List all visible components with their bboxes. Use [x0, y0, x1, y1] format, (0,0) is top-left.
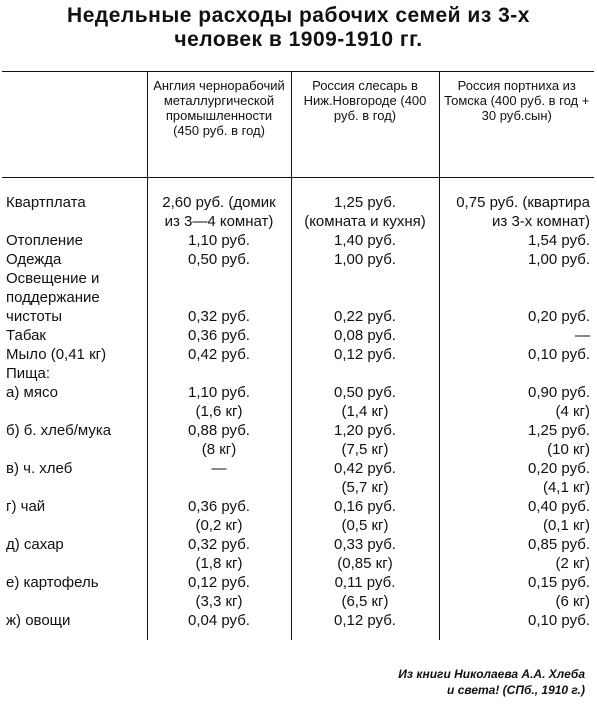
value-england: 0,50 руб.	[147, 250, 291, 269]
value-england: (0,2 кг)	[147, 516, 291, 535]
value-england: 2,60 руб. (домик	[147, 178, 291, 213]
value-nizhny-novgorod	[291, 364, 439, 383]
value-nizhny-novgorod: 0,22 руб.	[291, 307, 439, 326]
value-nizhny-novgorod: (5,7 кг)	[291, 478, 439, 497]
source-line-2: и света! (СПб., 1910 г.)	[447, 683, 585, 697]
page-title	[0, 4, 597, 52]
row-label: е) картофель	[6, 574, 99, 591]
row-label	[2, 516, 147, 535]
value-england: 0,32 руб.	[147, 535, 291, 554]
row-label: поддержание	[6, 289, 100, 306]
value-england: 1,10 руб.	[147, 383, 291, 402]
value-tomsk: 0,15 руб.	[439, 573, 594, 592]
header-cell-label	[2, 72, 147, 178]
value-nizhny-novgorod: 0,12 руб.	[291, 345, 439, 364]
row-label	[2, 440, 147, 459]
value-nizhny-novgorod: 1,20 руб.	[291, 421, 439, 440]
value-nizhny-novgorod: 0,11 руб.	[291, 573, 439, 592]
table-row	[2, 364, 594, 383]
expenses-table	[2, 71, 594, 640]
table-body	[2, 178, 594, 641]
value-england: 0,04 руб.	[147, 611, 291, 640]
row-label	[2, 478, 147, 497]
source-citation	[398, 666, 585, 698]
table-row	[2, 535, 594, 554]
table-row	[2, 421, 594, 440]
value-tomsk: (0,1 кг)	[439, 516, 594, 535]
value-nizhny-novgorod: (1,4 кг)	[291, 402, 439, 421]
table-row	[2, 459, 594, 478]
table-row	[2, 326, 594, 345]
table-row	[2, 383, 594, 402]
table-row	[2, 573, 594, 592]
value-tomsk	[439, 288, 594, 307]
row-label: г) чай	[6, 498, 46, 515]
value-england	[147, 269, 291, 288]
table-row	[2, 212, 594, 231]
value-tomsk: 0,20 руб.	[439, 459, 594, 478]
value-england: 0,12 руб.	[147, 573, 291, 592]
value-nizhny-novgorod: (0,5 кг)	[291, 516, 439, 535]
table-row	[2, 497, 594, 516]
source-line-1: Из книги Николаева А.А. Хлеба	[398, 667, 585, 681]
table-row	[2, 440, 594, 459]
value-tomsk: 1,54 руб.	[439, 231, 594, 250]
value-nizhny-novgorod: (6,5 кг)	[291, 592, 439, 611]
value-nizhny-novgorod: 0,42 руб.	[291, 459, 439, 478]
value-nizhny-novgorod: 0,50 руб.	[291, 383, 439, 402]
table-row	[2, 178, 594, 213]
value-tomsk: 0,10 руб.	[439, 345, 594, 364]
value-tomsk: (10 кг)	[439, 440, 594, 459]
value-nizhny-novgorod: (7,5 кг)	[291, 440, 439, 459]
header-row	[2, 72, 594, 178]
value-england: 0,32 руб.	[147, 307, 291, 326]
row-label: Одежда	[6, 251, 62, 268]
value-england: 0,88 руб.	[147, 421, 291, 440]
title-line-1: Недельные расходы рабочих семей из 3-х	[67, 4, 530, 27]
table-row	[2, 402, 594, 421]
value-england: 0,36 руб.	[147, 497, 291, 516]
table-row	[2, 250, 594, 269]
value-nizhny-novgorod: (0,85 кг)	[291, 554, 439, 573]
value-nizhny-novgorod	[291, 269, 439, 288]
row-label: Отопление	[6, 232, 83, 249]
value-tomsk: из 3-х комнат)	[439, 212, 594, 231]
value-nizhny-novgorod: 1,25 руб.	[291, 178, 439, 213]
row-label	[2, 554, 147, 573]
value-tomsk: —	[439, 326, 594, 345]
value-england: из 3—4 комнат)	[147, 212, 291, 231]
value-tomsk	[439, 269, 594, 288]
table-row	[2, 345, 594, 364]
value-england: 0,42 руб.	[147, 345, 291, 364]
value-england	[147, 288, 291, 307]
header-cell-nizhny-novgorod: Россия слесарь в Ниж.Новгороде (400 руб. в год)	[291, 72, 439, 178]
row-label: Освещение и	[6, 270, 100, 287]
value-england: —	[147, 459, 291, 478]
value-nizhny-novgorod: (комната и кухня)	[291, 212, 439, 231]
value-tomsk: 0,40 руб.	[439, 497, 594, 516]
table-row	[2, 592, 594, 611]
title-line-2: человек в 1909-1910 гг.	[174, 28, 423, 51]
value-england	[147, 364, 291, 383]
value-tomsk: (6 кг)	[439, 592, 594, 611]
value-nizhny-novgorod	[291, 288, 439, 307]
value-tomsk: 1,00 руб.	[439, 250, 594, 269]
table-row	[2, 611, 594, 640]
table-row	[2, 288, 594, 307]
value-nizhny-novgorod: 0,12 руб.	[291, 611, 439, 640]
header-cell-england: Англия чернорабочий металлургической промышленности (450 руб. в год)	[147, 72, 291, 178]
value-tomsk: 0,75 руб. (квартира	[439, 178, 594, 213]
value-england: (3,3 кг)	[147, 592, 291, 611]
row-label: б) б. хлеб/мука	[6, 422, 112, 439]
value-tomsk: (4,1 кг)	[439, 478, 594, 497]
row-label	[2, 402, 147, 421]
value-nizhny-novgorod: 0,33 руб.	[291, 535, 439, 554]
value-tomsk: (2 кг)	[439, 554, 594, 573]
table-row	[2, 307, 594, 326]
table-row	[2, 269, 594, 288]
value-nizhny-novgorod: 0,08 руб.	[291, 326, 439, 345]
row-label: Мыло (0,41 кг)	[6, 346, 107, 363]
value-england: (8 кг)	[147, 440, 291, 459]
table-row	[2, 231, 594, 250]
row-label: в) ч. хлеб	[6, 460, 73, 477]
table-row	[2, 516, 594, 535]
value-england: (1,8 кг)	[147, 554, 291, 573]
value-england: 0,36 руб.	[147, 326, 291, 345]
value-tomsk: 1,25 руб.	[439, 421, 594, 440]
table-row	[2, 554, 594, 573]
row-label: ж) овощи	[6, 612, 71, 629]
value-tomsk: 0,20 руб.	[439, 307, 594, 326]
value-england: (1,6 кг)	[147, 402, 291, 421]
value-nizhny-novgorod: 0,16 руб.	[291, 497, 439, 516]
value-tomsk: (4 кг)	[439, 402, 594, 421]
row-label: чистоты	[6, 308, 63, 325]
value-nizhny-novgorod: 1,40 руб.	[291, 231, 439, 250]
value-tomsk: 0,85 руб.	[439, 535, 594, 554]
row-label: Пища:	[6, 365, 51, 382]
value-tomsk: 0,10 руб.	[439, 611, 594, 640]
value-tomsk: 0,90 руб.	[439, 383, 594, 402]
row-label: Квартплата	[6, 194, 86, 211]
table-row	[2, 478, 594, 497]
value-england: 1,10 руб.	[147, 231, 291, 250]
row-label: Табак	[6, 327, 46, 344]
value-england	[147, 478, 291, 497]
header-cell-tomsk: Россия портниха из Томска (400 руб. в год + 30 руб.сын)	[439, 72, 594, 178]
row-label	[2, 212, 147, 231]
row-label: а) мясо	[6, 384, 58, 401]
row-label: д) сахар	[6, 536, 64, 553]
value-tomsk	[439, 364, 594, 383]
value-nizhny-novgorod: 1,00 руб.	[291, 250, 439, 269]
row-label	[2, 592, 147, 611]
